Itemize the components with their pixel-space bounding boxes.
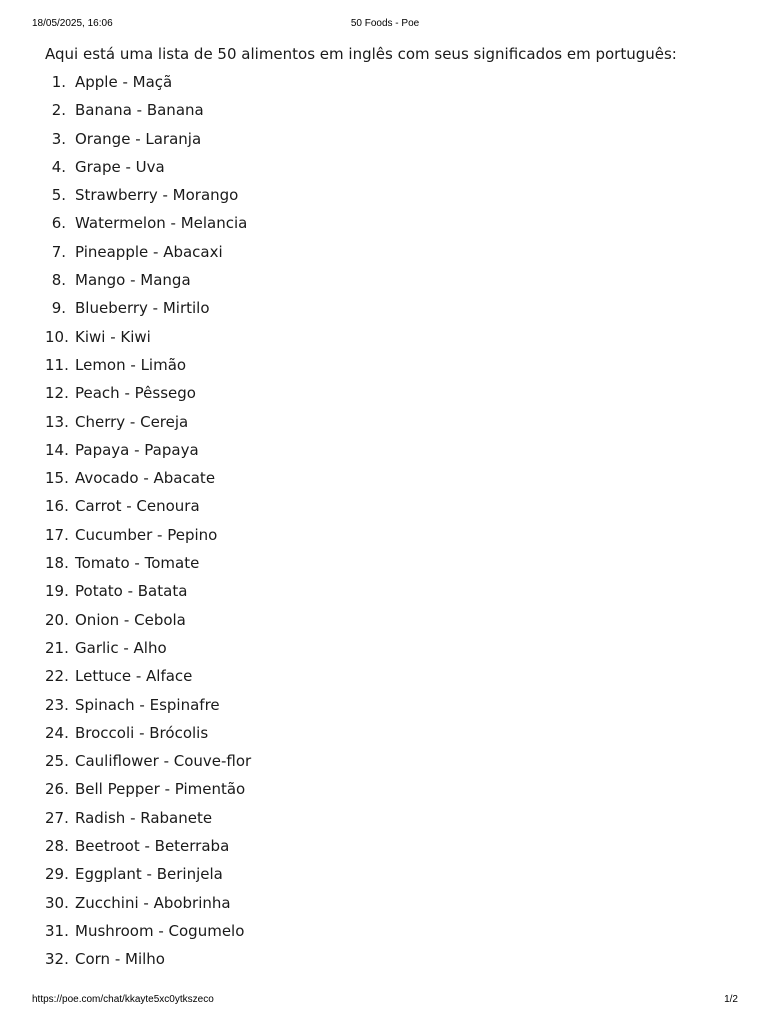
list-item <box>45 549 745 577</box>
list-item-text: Eggplant - Berinjela <box>75 865 223 884</box>
list-item-number: 15. <box>45 469 69 488</box>
list-item-text: Orange - Laranja <box>75 129 202 148</box>
list-item <box>45 96 745 124</box>
list-item-text: Banana - Banana <box>75 101 204 120</box>
intro-paragraph: Aqui está uma lista de 50 alimentos em inglês com seus significados em português: <box>45 45 677 63</box>
list-item-number: 21. <box>45 638 69 657</box>
list-item <box>45 436 745 464</box>
list-item <box>45 889 745 917</box>
list-item <box>45 775 745 803</box>
list-item-number: 4. <box>51 157 66 176</box>
list-item-text: Apple - Maçã <box>75 73 173 91</box>
list-item-number: 28. <box>45 837 69 856</box>
list-item-number: 14. <box>45 440 69 459</box>
list-item-text: Broccoli - Brócolis <box>75 723 209 742</box>
list-item-text: Potato - Batata <box>75 582 188 601</box>
list-item-number: 20. <box>45 610 69 629</box>
list-item <box>45 945 745 973</box>
print-header <box>32 18 738 32</box>
list-item <box>45 209 745 237</box>
list-item-number: 13. <box>45 412 69 431</box>
list-item-text: Pineapple - Abacaxi <box>75 242 223 261</box>
list-item-text: Strawberry - Morango <box>75 186 239 205</box>
list-item-number: 2. <box>51 101 66 120</box>
food-list <box>45 68 745 974</box>
list-item-text: Mushroom - Cogumelo <box>75 921 245 940</box>
print-datetime: 18/05/2025, 16:06 <box>32 18 113 29</box>
list-item-number: 1. <box>51 73 66 91</box>
list-item <box>45 492 745 520</box>
list-item <box>45 691 745 719</box>
list-item-number: 18. <box>45 554 69 573</box>
list-item <box>45 294 745 322</box>
list-item-text: Radish - Rabanete <box>75 808 213 827</box>
list-item-text: Onion - Cebola <box>75 610 186 629</box>
list-item <box>45 860 745 888</box>
list-item <box>45 662 745 690</box>
list-item-text: Mango - Manga <box>75 271 191 290</box>
list-item-number: 23. <box>45 695 69 714</box>
page-url-link[interactable]: https://poe.com/chat/kkayte5xc0ytkszeco <box>32 994 214 1005</box>
list-item-number: 3. <box>51 129 66 148</box>
list-item <box>45 719 745 747</box>
list-item-text: Lemon - Limão <box>75 355 187 374</box>
page-number: 1/2 <box>724 994 738 1005</box>
list-item-text: Watermelon - Melancia <box>75 214 248 233</box>
list-item <box>45 917 745 945</box>
list-item-number: 30. <box>45 893 69 912</box>
list-item-text: Lettuce - Alface <box>75 667 193 686</box>
list-item-number: 22. <box>45 667 69 686</box>
list-item <box>45 747 745 775</box>
list-item-number: 25. <box>45 752 69 771</box>
list-item <box>45 606 745 634</box>
list-item-number: 17. <box>45 525 69 544</box>
list-item-text: Grape - Uva <box>75 157 165 176</box>
list-item <box>45 804 745 832</box>
list-item-text: Cherry - Cereja <box>75 412 189 431</box>
list-item-text: Papaya - Papaya <box>75 440 199 459</box>
list-item-number: 16. <box>45 497 69 516</box>
list-item-text: Avocado - Abacate <box>75 469 216 488</box>
list-item <box>45 521 745 549</box>
list-item-text: Peach - Pêssego <box>75 384 196 403</box>
list-item-number: 19. <box>45 582 69 601</box>
list-item <box>45 351 745 379</box>
print-page-title: 50 Foods - Poe <box>350 18 420 29</box>
list-item <box>45 68 745 96</box>
list-item-number: 9. <box>51 299 66 318</box>
list-item-text: Carrot - Cenoura <box>75 497 200 516</box>
list-item-text: Cauliflower - Couve-flor <box>75 752 252 771</box>
list-item-number: 11. <box>45 355 69 374</box>
list-item <box>45 238 745 266</box>
list-item-text: Spinach - Espinafre <box>75 695 220 714</box>
list-item-text: Cucumber - Pepino <box>75 525 218 544</box>
list-item <box>45 323 745 351</box>
list-item-text: Zucchini - Abobrinha <box>75 893 231 912</box>
list-item-number: 31. <box>45 921 69 940</box>
list-item-number: 24. <box>45 723 69 742</box>
list-item-text: Corn - Milho <box>75 950 165 969</box>
list-item <box>45 181 745 209</box>
list-item <box>45 153 745 181</box>
list-item-text: Bell Pepper - Pimentão <box>75 780 246 799</box>
print-footer <box>32 994 738 1008</box>
list-item <box>45 464 745 492</box>
list-item-text: Blueberry - Mirtilo <box>75 299 210 318</box>
list-item <box>45 634 745 662</box>
list-item-text: Beetroot - Beterraba <box>75 837 230 856</box>
list-item-number: 10. <box>45 327 69 346</box>
list-item-text: Tomato - Tomate <box>75 554 200 573</box>
list-item-number: 6. <box>51 214 66 233</box>
list-item-number: 29. <box>45 865 69 884</box>
list-item-number: 12. <box>45 384 69 403</box>
list-item-text: Garlic - Alho <box>75 638 167 657</box>
list-item <box>45 577 745 605</box>
list-item <box>45 125 745 153</box>
list-item-number: 5. <box>51 186 66 205</box>
list-item <box>45 832 745 860</box>
list-item-number: 27. <box>45 808 69 827</box>
list-item-text: Kiwi - Kiwi <box>75 327 151 346</box>
document-content <box>45 40 745 974</box>
list-item <box>45 408 745 436</box>
list-item-number: 32. <box>45 950 69 969</box>
list-item-number: 8. <box>51 271 66 290</box>
list-item <box>45 379 745 407</box>
list-item-number: 26. <box>45 780 69 799</box>
list-item-number: 7. <box>51 242 66 261</box>
list-item <box>45 266 745 294</box>
